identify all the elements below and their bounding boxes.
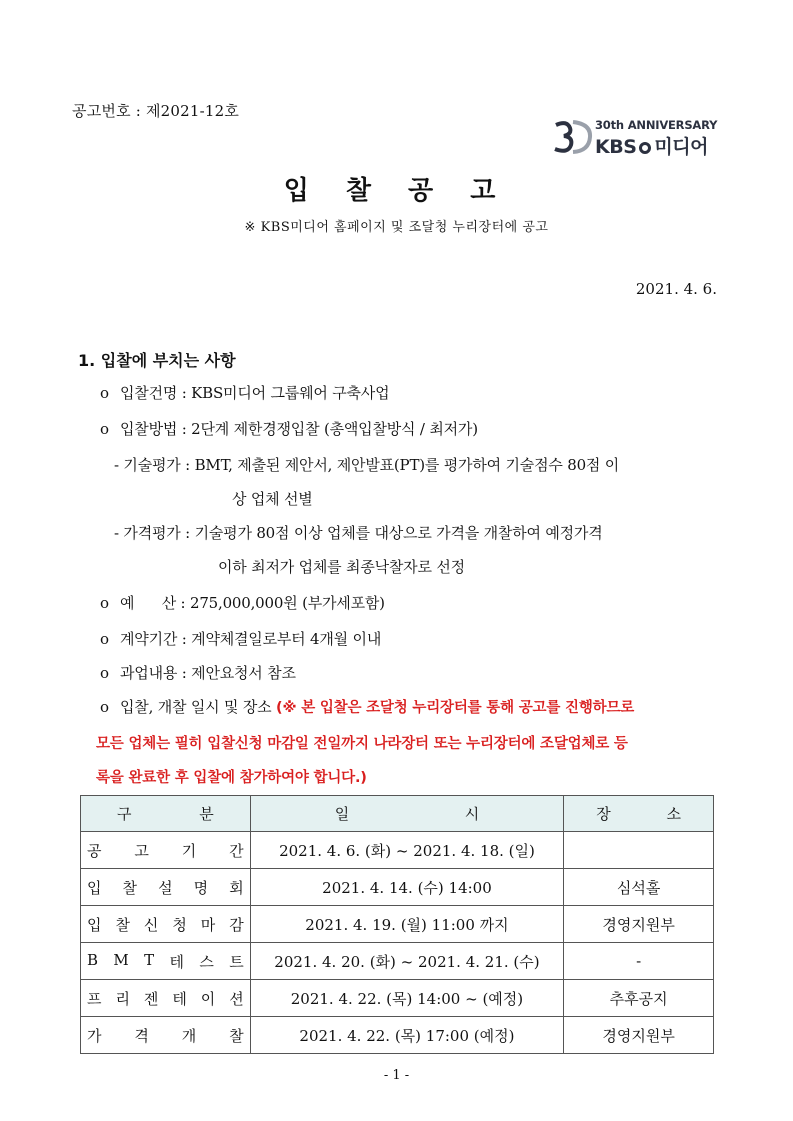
row-datetime: 2021. 4. 19. (월) 11:00 까지: [250, 906, 564, 943]
logo-circle-icon: [639, 142, 651, 154]
list-item-budget: o 예 산 : 275,000,000원 (부가세포함): [100, 594, 385, 612]
label-char: 분: [199, 805, 214, 823]
label-char: 이: [200, 989, 216, 1008]
label-char: 리: [115, 989, 130, 1008]
row-place: 추후공지: [564, 980, 714, 1017]
kbs-media-logo: [553, 118, 719, 156]
row-place: 경영지원부: [564, 1017, 714, 1054]
schedule-note: (※ 본 입찰은 조달청 누리장터를 통해 공고를 진행하므로: [276, 700, 635, 716]
label-char: 기: [181, 841, 197, 860]
schedule-note-cont-2: 록을 완료한 후 입찰에 참가하여야 합니다.): [96, 770, 367, 786]
label-char: 찰: [115, 915, 130, 934]
list-item-tech-eval: - 기술평가 : BMT, 제출된 제안서, 제안발표(PT)를 평가하여 기술점수 80점 이: [114, 456, 620, 474]
table-row: [81, 943, 714, 980]
label-char: 마: [200, 915, 216, 934]
label-char: 스: [199, 952, 214, 971]
label-char: B: [87, 950, 99, 969]
table-header-category: [81, 796, 251, 832]
label-char: 테: [169, 952, 184, 971]
label-char: 간: [229, 841, 244, 860]
row-label: [81, 1017, 251, 1054]
table-header-row: [81, 796, 714, 832]
logo-anniversary-text: 30th ANNIVERSARY: [595, 118, 718, 132]
list-item-price-eval-cont: 이하 최저가 업체를 최종낙찰자로 선정: [218, 558, 465, 576]
table-row: [81, 1017, 714, 1054]
label-char: 장: [596, 805, 611, 823]
row-label: [81, 980, 251, 1017]
list-item-name: o 입찰건명 : KBS미디어 그룹웨어 구축사업: [100, 384, 390, 402]
row-datetime: 2021. 4. 22. (목) 17:00 (예정): [250, 1017, 564, 1054]
page-title: 입 찰 공 고: [283, 176, 510, 206]
table-row: [81, 832, 714, 869]
table-header-place: [564, 796, 714, 832]
label-char: 찰: [229, 1026, 244, 1045]
table-row: [81, 906, 714, 943]
label-char: 젠: [143, 989, 159, 1008]
row-datetime: 2021. 4. 22. (목) 14:00 ~ (예정): [250, 980, 564, 1017]
list-item-tech-eval-cont: 상 업체 선별: [232, 490, 313, 508]
bullet-icon: o: [100, 698, 109, 716]
label-char: 소: [666, 805, 681, 823]
label-char: 신: [143, 915, 159, 934]
notice-date: 2021. 4. 6.: [635, 280, 717, 298]
bullet-icon: o: [100, 664, 109, 682]
logo-emblem-icon: [553, 118, 593, 156]
label-char: 구: [117, 805, 132, 823]
table-row: [81, 869, 714, 906]
bullet-icon: o: [100, 384, 109, 402]
label-char: 고: [134, 841, 149, 860]
row-label: [81, 943, 251, 980]
label-char: 명: [193, 878, 209, 897]
row-datetime: 2021. 4. 6. (화) ~ 2021. 4. 18. (일): [250, 832, 564, 869]
label-char: 입: [87, 915, 102, 934]
label-char: 설: [158, 878, 173, 897]
logo-brand-media: 미디어: [654, 136, 708, 158]
label-char: 가: [87, 1026, 102, 1045]
list-item-period: o 계약기간 : 계약체결일로부터 4개월 이내: [100, 630, 382, 648]
label-char: 개: [181, 1026, 197, 1045]
label-char: 청: [172, 915, 187, 934]
list-item-method: o 입찰방법 : 2단계 제한경쟁입찰 (총액입찰방식 / 최저가): [100, 420, 478, 438]
label-char: 감: [229, 915, 244, 934]
bullet-icon: o: [100, 594, 109, 612]
row-place: [564, 832, 714, 869]
table-header-datetime: [250, 796, 564, 832]
label-char: 회: [229, 878, 244, 897]
row-datetime: 2021. 4. 14. (수) 14:00: [250, 869, 564, 906]
section-heading: 1. 입찰에 부치는 사항: [78, 351, 236, 370]
row-place: 심석홀: [564, 869, 714, 906]
row-label: [81, 832, 251, 869]
row-label: [81, 906, 251, 943]
list-item-price-eval: - 가격평가 : 기술평가 80점 이상 업체를 대상으로 가격을 개찰하여 예정가격: [114, 524, 603, 542]
bullet-icon: o: [100, 420, 109, 438]
page-number: - 1 -: [383, 1068, 410, 1083]
schedule-table: [80, 795, 714, 1054]
label-char: 공: [87, 841, 102, 860]
page-subtitle: ※ KBS미디어 홈페이지 및 조달청 누리장터에 공고: [244, 220, 549, 235]
bullet-icon: o: [100, 630, 109, 648]
logo-brand-kbs: KBS: [595, 136, 637, 158]
row-place: 경영지원부: [564, 906, 714, 943]
label-char: 테: [172, 989, 187, 1008]
label-char: T: [144, 950, 155, 969]
row-datetime: 2021. 4. 20. (화) ~ 2021. 4. 21. (수): [250, 943, 564, 980]
label-char: 시: [464, 805, 480, 823]
label-char: 격: [134, 1026, 149, 1045]
notice-number: 공고번호 : 제2021-12호: [72, 102, 240, 120]
label-char: 입: [87, 878, 102, 897]
row-label: [81, 869, 251, 906]
table-row: [81, 980, 714, 1017]
row-place: -: [564, 943, 714, 980]
label-char: M: [113, 950, 129, 969]
schedule-note-cont-1: 모든 업체는 필히 입찰신청 마감일 전일까지 나라장터 또는 누리장터에 조달업체로 등: [96, 736, 628, 752]
label-char: 션: [229, 989, 244, 1008]
label-char: 트: [229, 952, 244, 971]
list-item-schedule: o 입찰, 개찰 일시 및 장소 (※ 본 입찰은 조달청 누리장터를 통해 공고를 진행하므로: [100, 698, 635, 716]
label-char: 찰: [122, 878, 138, 897]
label-char: 프: [87, 989, 102, 1008]
label-char: 일: [334, 805, 350, 823]
list-item-scope: o 과업내용 : 제안요청서 참조: [100, 664, 296, 682]
logo-brand-text: [595, 132, 708, 159]
